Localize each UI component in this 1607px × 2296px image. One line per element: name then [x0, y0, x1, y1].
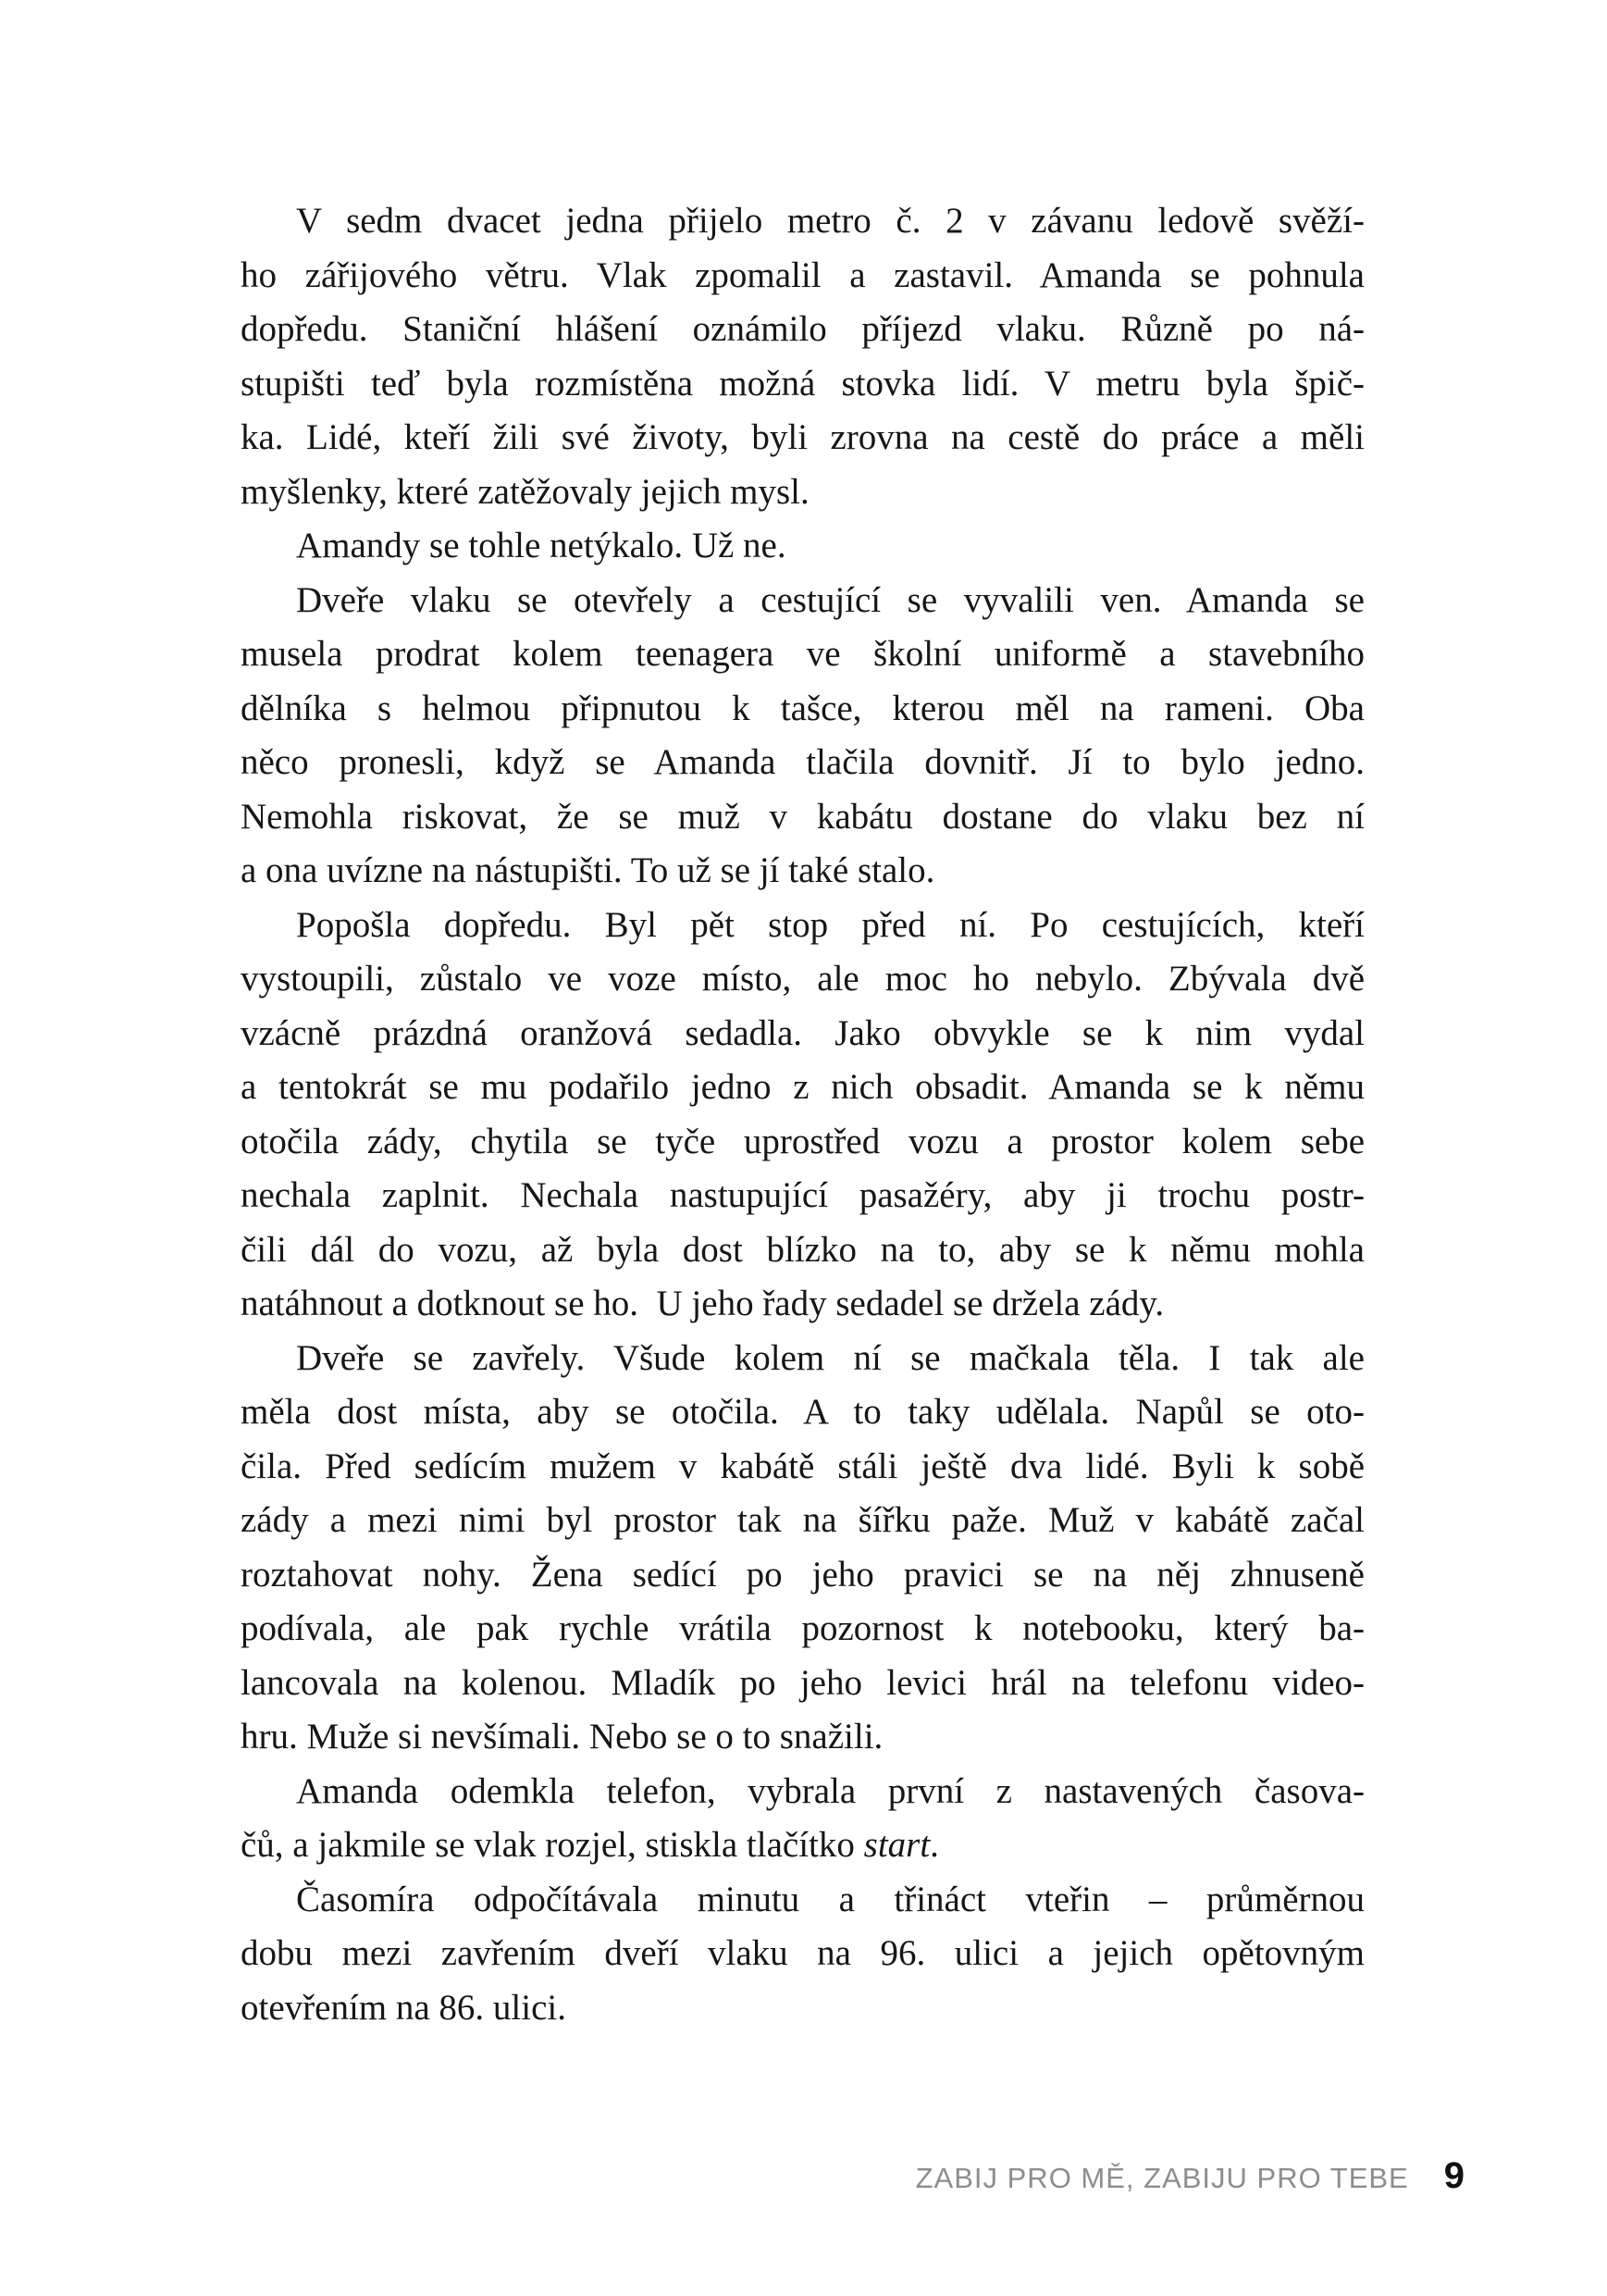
- text-line: Časomíra odpočítávala minutu a třináct vteřin – průměrnou: [296, 1879, 1365, 1919]
- text-line: musela prodrat kolem teenagera ve školní uniformě a stavebního: [241, 634, 1365, 674]
- text-line: V sedm dvacet jedna přijelo metro č. 2 v závanu ledově svěží-: [296, 201, 1365, 241]
- text-line: čila. Před sedícím mužem v kabátě stáli ještě dva lidé. Byli k sobě: [241, 1446, 1365, 1486]
- text-line: otočila zády, chytila se tyče uprostřed vozu a prostor kolem sebe: [241, 1121, 1365, 1161]
- text-line: natáhnout a dotknout se ho. U jeho řady sedadel se držela zády.: [241, 1284, 1165, 1323]
- text-line: Amanda odemkla telefon, vybrala první z nastavených časova-: [296, 1770, 1365, 1811]
- paragraph: [241, 194, 1365, 519]
- text-line: ho zářijového větru. Vlak zpomalil a zastavil. Amanda se pohnula: [241, 254, 1365, 295]
- text-line: ka. Lidé, kteří žili své životy, byli zrovna na cestě do práce a měli: [241, 417, 1365, 457]
- text-line: myšlenky, které zatěžovaly jejich mysl.: [241, 471, 810, 512]
- italic-word: start: [863, 1825, 931, 1865]
- text-line: [241, 1818, 1365, 1873]
- text-line: dobu mezi zavřením dveří vlaku na 96. ulici a jejich opětovným: [241, 1933, 1365, 1973]
- text-line: nechala zaplnit. Nechala nastupující pasažéry, aby ji trochu postr-: [241, 1175, 1365, 1215]
- text-line: Nemohla riskovat, že se muž v kabátu dostane do vlaku bez ní: [241, 796, 1365, 837]
- text-line: lancovala na kolenou. Mladík po jeho levici hrál na telefonu video-: [241, 1662, 1365, 1703]
- text-line: něco pronesli, když se Amanda tlačila dovnitř. Jí to bylo jedno.: [241, 742, 1365, 782]
- page-number: 9: [1443, 2155, 1465, 2196]
- text-line: podívala, ale pak rychle vrátila pozornost k notebooku, který ba-: [241, 1608, 1365, 1648]
- text-line: vystoupili, zůstalo ve voze místo, ale moc ho nebylo. Zbývala dvě: [241, 959, 1365, 999]
- paragraph: [241, 1332, 1365, 1765]
- paragraph: [241, 899, 1365, 1332]
- text-line: dopředu. Staniční hlášení oznámilo příjezd vlaku. Různě po ná-: [241, 309, 1365, 349]
- running-title: ZABIJ PRO MĚ, ZABIJU PRO TEBE: [915, 2162, 1409, 2194]
- text-line: Dveře vlaku se otevřely a cestující se vyvalili ven. Amanda se: [296, 579, 1365, 620]
- text-line: a tentokrát se mu podařilo jedno z nich obsadit. Amanda se k němu: [241, 1067, 1365, 1107]
- paragraph: [241, 574, 1365, 899]
- text-line: zády a mezi nimi byl prostor tak na šířku paže. Muž v kabátě začal: [241, 1500, 1365, 1540]
- paragraph: [241, 1765, 1365, 1873]
- body-text: [241, 194, 1365, 2035]
- text-line: Amandy se tohle netýkalo. Už ne.: [296, 526, 786, 565]
- text-line: Dveře se zavřely. Všude kolem ní se mačkala těla. I tak ale: [296, 1337, 1365, 1378]
- text-line: vzácně prázdná oranžová sedadla. Jako obvykle se k nim vydal: [241, 1012, 1365, 1053]
- text-line: a ona uvízne na nástupišti. To už se jí také stalo.: [241, 850, 935, 890]
- text-run: .: [930, 1825, 939, 1865]
- page-footer: [916, 2157, 1465, 2194]
- text-line: čili dál do vozu, až byla dost blízko na to, aby se k němu mohla: [241, 1229, 1365, 1270]
- paragraph: [241, 519, 1365, 574]
- text-line: hru. Muže si nevšímali. Nebo se o to snažili.: [241, 1717, 884, 1756]
- text-line: stupišti teď byla rozmístěna možná stovka lidí. V metru byla špič-: [241, 363, 1365, 403]
- text-line: dělníka s helmou připnutou k tašce, kterou měl na rameni. Oba: [241, 688, 1365, 728]
- text-line: otevřením na 86. ulici.: [241, 1987, 566, 2028]
- text-line: Popošla dopředu. Byl pět stop před ní. Po cestujících, kteří: [296, 904, 1365, 945]
- text-run: čů, a jakmile se vlak rozjel, stiskla tlačítko: [241, 1825, 864, 1865]
- text-line: měla dost místa, aby se otočila. A to taky udělala. Napůl se oto-: [241, 1392, 1365, 1432]
- paragraph: [241, 1873, 1365, 2036]
- text-line: roztahovat nohy. Žena sedící po jeho pravici se na něj zhnuseně: [241, 1554, 1365, 1595]
